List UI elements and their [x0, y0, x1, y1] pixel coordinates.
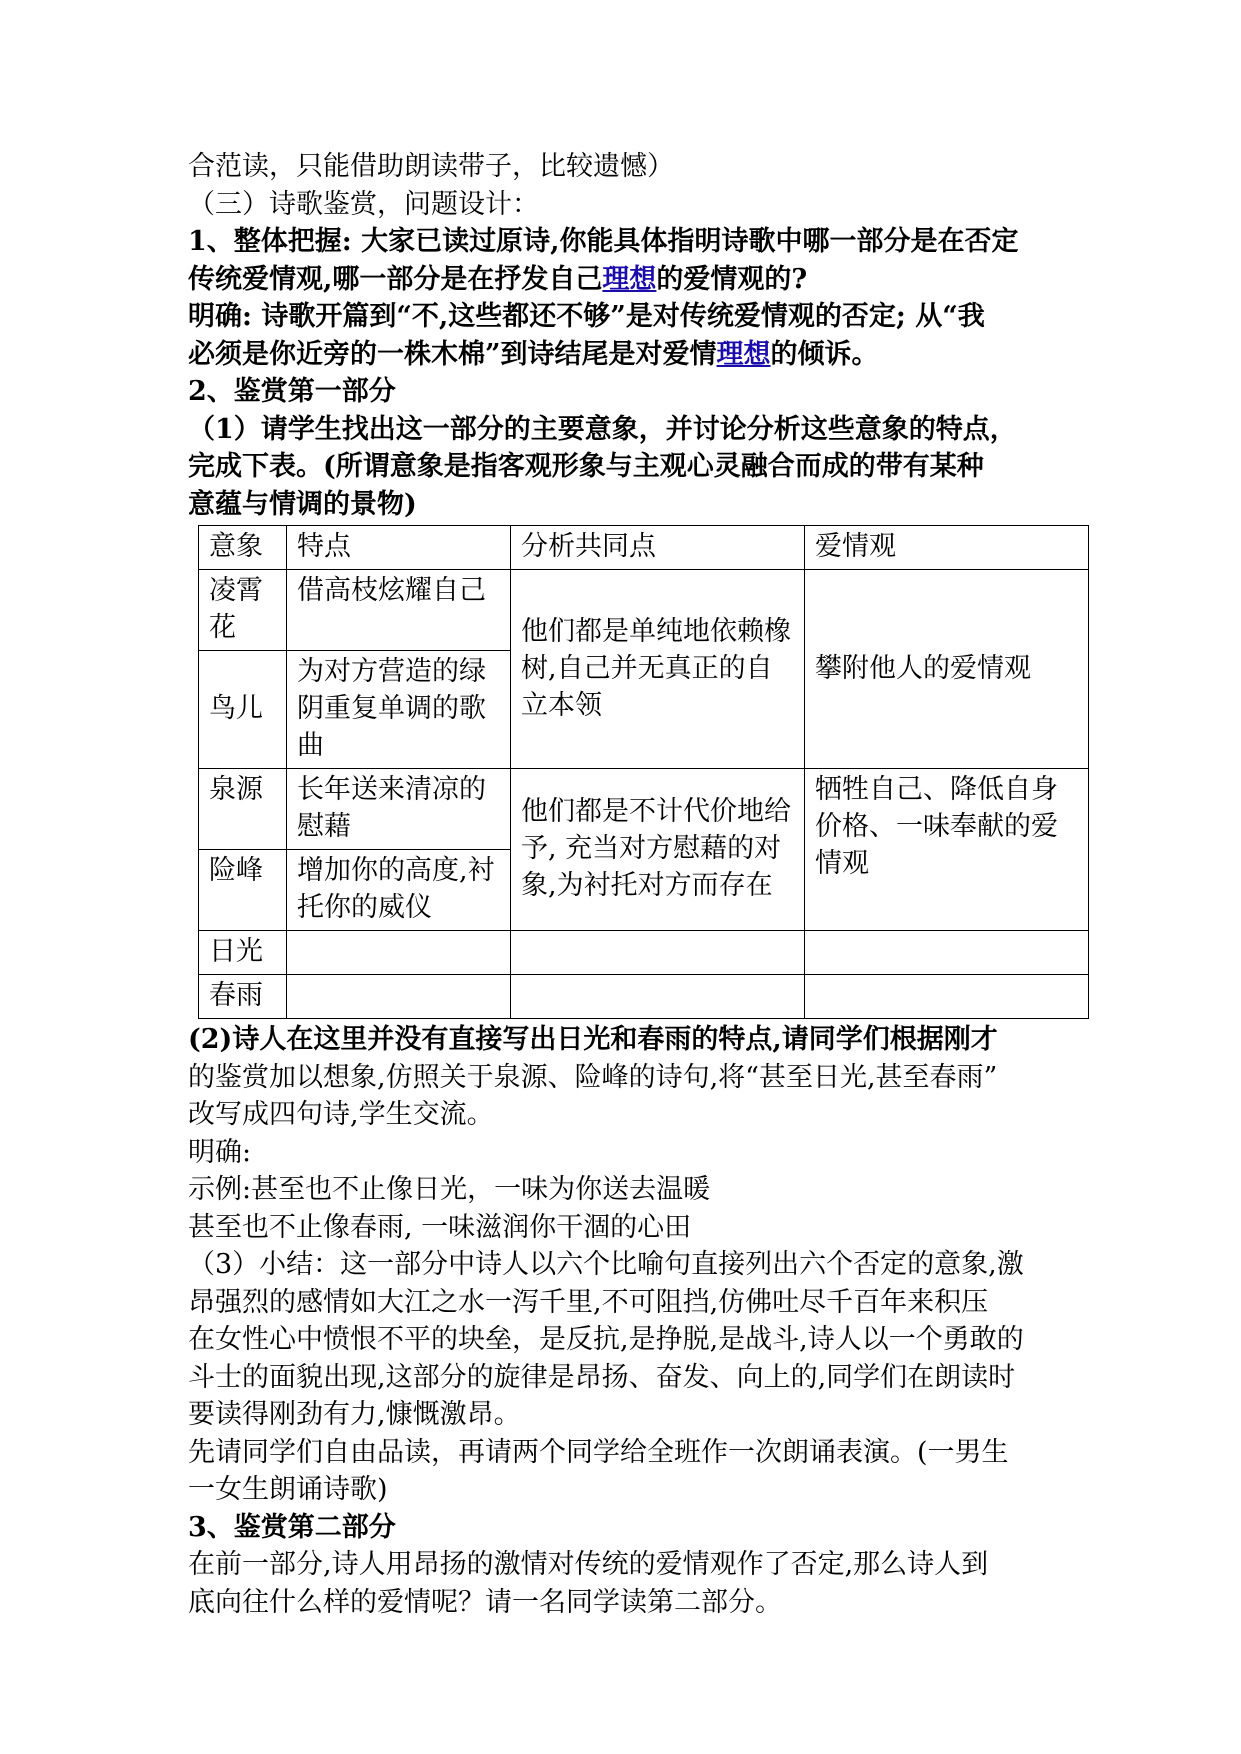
table-header-cell: 爱情观 — [805, 526, 1089, 570]
question-1-line — [188, 261, 1088, 299]
text-span: 的倾诉。 — [770, 338, 879, 370]
empty-cell — [805, 975, 1089, 1019]
link-lixiang[interactable]: 理想 — [602, 263, 657, 295]
view-cell: 攀附他人的爱情观 — [805, 570, 1089, 769]
text-line: (2)诗人在这里并没有直接写出日光和春雨的特点,请同学们根据刚才 — [188, 1024, 998, 1055]
table-header-cell: 特点 — [287, 526, 511, 570]
text-line: 合范读，只能借助朗读带子，比较遗憾） — [188, 151, 674, 182]
table-header-row — [199, 526, 1089, 570]
section-2-intro: 意蕴与情调的景物) — [188, 488, 417, 520]
text-span: 必须是你近旁的一株木棉”到诗结尾是对爱情 — [188, 338, 717, 370]
empty-cell — [511, 931, 805, 975]
section-2-intro: （1）请学生找出这一部分的主要意象，并讨论分析这些意象的特点， — [188, 413, 1017, 445]
image-cell: 险峰 — [199, 850, 287, 931]
trait-cell: 借高枝炫耀自己 — [287, 570, 511, 651]
table-row — [199, 931, 1089, 975]
text-line: 在女性心中愤恨不平的块垒，是反抗,是挣脱,是战斗,诗人以一个勇敢的 — [188, 1324, 1024, 1355]
image-cell: 日光 — [199, 931, 287, 975]
table-row — [199, 570, 1089, 651]
image-cell: 泉源 — [199, 769, 287, 850]
table-row — [199, 975, 1089, 1019]
imagery-table — [198, 525, 1089, 1019]
section-2-intro: 完成下表。(所谓意象是指客观形象与主观心灵融合而成的带有某种 — [188, 451, 984, 482]
trait-cell — [287, 931, 511, 975]
table-header-cell: 意象 — [199, 526, 287, 570]
section-heading: （三）诗歌鉴赏，问题设计： — [188, 188, 539, 220]
question-1-line: 1、整体把握: 大家已读过原诗,你能具体指明诗歌中哪一部分是在否定 — [188, 226, 1019, 257]
trait-cell — [287, 975, 511, 1019]
view-cell: 牺牲自己、降低自身价格、一味奉献的爱情观 — [805, 769, 1089, 931]
common-cell: 他们都是单纯地依赖橡树,自己并无真正的自立本领 — [511, 570, 805, 769]
text-line: 明确: — [188, 1136, 252, 1168]
table-row — [199, 769, 1089, 850]
empty-cell — [511, 975, 805, 1019]
text-span: 的爱情观的? — [656, 263, 808, 295]
text-line: 斗士的面貌出现,这部分的旋律是昂扬、奋发、向上的,同学们在朗读时 — [188, 1361, 1016, 1393]
text-line: （3）小结：这一部分中诗人以六个比喻句直接列出六个否定的意象,激 — [188, 1249, 1024, 1280]
answer-1-line — [188, 336, 1088, 374]
link-lixiang[interactable]: 理想 — [716, 338, 771, 370]
text-line: 昂强烈的感情如大江之水一泻千里,不可阻挡,仿佛吐尽千百年来积压 — [188, 1286, 989, 1318]
trait-cell: 为对方营造的绿阴重复单调的歌曲 — [287, 651, 511, 769]
trait-cell: 增加你的高度,衬托你的威仪 — [287, 850, 511, 931]
trait-cell: 长年送来清凉的慰藉 — [287, 769, 511, 850]
text-line: 的鉴赏加以想象,仿照关于泉源、险峰的诗句,将“甚至日光,甚至春雨” — [188, 1061, 998, 1093]
text-line: 甚至也不止像春雨, 一味滋润你干涸的心田 — [188, 1211, 692, 1243]
image-cell: 春雨 — [199, 975, 287, 1019]
text-line: 改写成四句诗,学生交流。 — [188, 1099, 494, 1130]
document-page — [188, 148, 1088, 1621]
text-line: 示例:甚至也不止像日光，一味为你送去温暖 — [188, 1174, 711, 1205]
text-span: 传统爱情观,哪一部分是在抒发自己 — [188, 263, 603, 295]
text-line: 在前一部分,诗人用昂扬的激情对传统的爱情观作了否定,那么诗人到 — [188, 1549, 989, 1580]
table-header-cell: 分析共同点 — [511, 526, 805, 570]
section-2-heading: 2、鉴赏第一部分 — [188, 376, 396, 407]
image-cell: 鸟儿 — [199, 651, 287, 769]
text-line: 一女生朗诵诗歌) — [188, 1474, 388, 1505]
section-3-heading: 3、鉴赏第二部分 — [188, 1511, 396, 1543]
image-cell: 凌霄花 — [199, 570, 287, 651]
empty-cell — [805, 931, 1089, 975]
text-line: 要读得刚劲有力,慷慨激昂。 — [188, 1399, 521, 1430]
common-cell: 他们都是不计代价地给予, 充当对方慰藉的对象,为衬托对方而存在 — [511, 769, 805, 931]
answer-1-line: 明确: 诗歌开篇到“不,这些都还不够”是对传统爱情观的否定; 从“我 — [188, 301, 985, 332]
text-line: 先请同学们自由品读，再请两个同学给全班作一次朗诵表演。(一男生 — [188, 1436, 1009, 1468]
text-line: 底向往什么样的爱情呢？请一名同学读第二部分。 — [188, 1586, 782, 1618]
